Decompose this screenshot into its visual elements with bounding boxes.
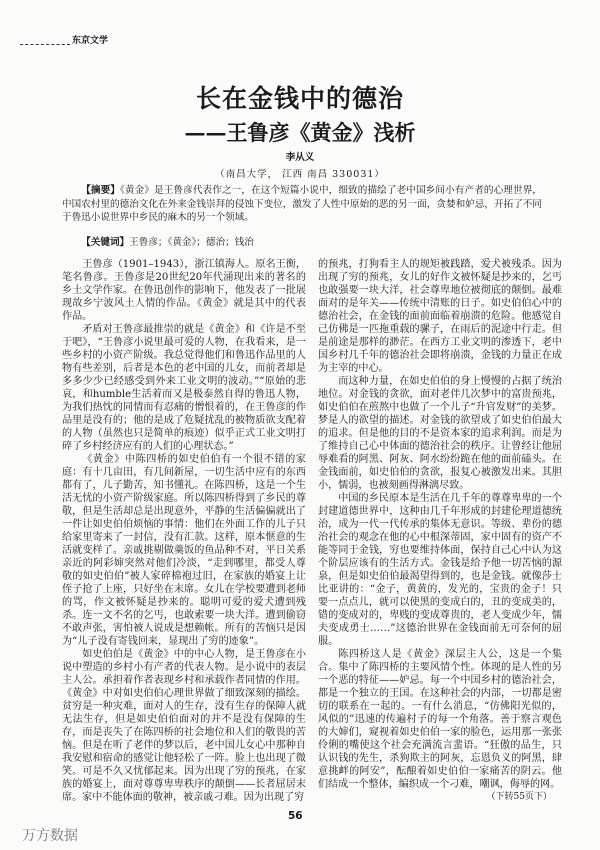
abstract-label: 【摘要】 [81,185,120,196]
body-column-right [318,258,562,804]
abstract [62,184,542,225]
header-rule [20,44,70,45]
article-subtitle: ——王鲁彦《黄金》浅析 [184,120,416,145]
keywords-text: 王鲁彦；《黄金》；德治；钱治 [129,237,254,248]
paragraph: 的预兆，打狗看主人的规矩被践踏，爱犬被残杀。因为出现了穷的预兆，女儿的好作文被怀疑是抄来的，乞丐也敢强要一块大洋，社会尊卑地位被彻底的颠倒。最难面对的是年关——传统中清账的日子。如史伯伯心中的德治社会，在金钱的面前面临着崩溃的危险。他感觉自己仿佛是一匹拖重载的骡子，在雨后的泥途中行走。但是前途是那样的渺茫。在西方工业文明的渗透下，老中国乡村几千年的德治社会即将崩溃，金钱的力量正在成为主宰的中心。 [318,259,562,374]
page-number: 56 [288,810,303,822]
author: 李从义 [285,152,315,163]
keywords-label: 【关键词】 [81,237,130,248]
paragraph: 而这种力量，在如史伯伯的身上慢慢的占据了统治地位。对金钱的贪欲，面对老伴几次梦中的富贵预兆，如史伯伯在煎熬中也做了一个儿子“升官发财”的美梦。梦是人的欲望的描述。对金钱的欲望成了如史伯伯最大的追求。但是他的目的不是资本家的追求利润。而是为了维持自己心中体面的德治社会的秩序。让曾经让他屈辱难看的阿黑、阿灰、阿水纷纷跪在他的面前磕头。在金钱面前，如史伯伯的贪欲，报复心被激发出来。其胆小，懦弱，也被刻画得淋漓尽致。 [318,376,562,491]
paragraph: 《黄金》中陈四桥的如史伯伯有一个很不错的家庭：有十几亩田，有几间新屋，一切生活中应有的东西都有了，儿子勤苦，知书懂礼。在陈四桥，这是一个生活无忧的小资产阶级家庭。所以陈四桥得到了乡民的尊敬，但是生活却总是出现意外，平静的生活偏偏就出了一件让如史伯伯烦恼的事情：他们在外面工作的儿子只给家里寄来了一封信，没有汇款。这样，原本惬意的生活就变样了。亲戚挑剔做羹饭的鱼品种不对，平日关系亲近的阿彩婶突然对他们冷淡，“走到哪里，都受人尊敬的如史伯伯”被人家碎棉袍过旧，在家族的婚宴上让侄子抢了上座，只好坐在末席。女儿在学校要遭到老师的骂，作文被怀疑是抄来的。聪明可爱的爱犬遭到残杀。连一文不名的乞丐，也敢索要一块大洋。遭到偷窃不敢声张，害怕被人说成是想赖帐。所有的苦恼只是因为“儿子没有寄钱回来，显现出了穷的迹象”。 [62,454,306,647]
keywords [62,236,542,249]
paragraph: 陈四桥这人是《黄金》深层主人公，这是一个集合。集中了陈四桥的主要风情个性。体现的是人性的另一个恶的特征——妒忌。每一个中国乡村的德治社会，都是一个独立的王国。在这种社会的内部，一切都是密切的联系在一起的。一有什么消息，“仿佛阳光似的，风似的”迅速的传遍村子的每一个角落。善于察言观色的大婶们，窥视着如史伯伯一家的脸色，运用那一张张伶俐的嘴使这个社会充满流言蜚语。“狂傲的品生，只认识钱的先生，杀狗欺主的阿灰，忘恩负义的阿黑，肆意挑衅的阿安”，酝酿着如史伯伯一家痛苦的阴云。他们结成一个整体，编织成一个刁难，嘲讽，侮辱的网。 [318,649,562,790]
continued-note: （下转55页下） [486,792,552,802]
journal-name: 东京文学 [72,36,109,46]
paragraph: 中国的乡民原本是生活在几千年的尊尊卑卑的一个封建道德世界中，这种由几千年形成的封建伦理道德统治，成为一代一代传承的集体无意识。等级、辈份的德治社会的观念在他的心中根深蒂固，家中固有的资产不能等同于金钱，穷也要维持体面，保持自己心中认为这个阶层应该有的生活方式。金钱是给予他一切苦恼的源泉，但是如史伯伯最渴望得到的，也是金钱。就像莎士比亚讲的：“金子，黄黄的，发光的，宝贵的金子！只要一点点儿，就可以使黑的变成白的，丑的变成美的，错的变成对的，卑贱的变成尊贵的，老人变成少年，懦夫变成勇士……”这德治世界在金钱面前无可奈何的屈服。 [318,493,562,647]
paragraph: 如史伯伯是《黄金》中的中心人物，是王鲁彦在小说中塑造的乡村小有产者的代表人物。是小说中的表层主人公。承担着作者表现乡村和承载作者同情的作用。《黄金》中对如史伯伯心理世界做了细致深刻的描绘。贫穷是一种灾难，面对人的生存，没有生存的保障人就无法生存，但是如史伯伯面对的并不是没有保障的生存，而是丧失了在陈四桥的社会地位和人们的敬畏的苦恼。但是在听了老伴的梦以后，老中国儿女心中那种自我安慰和宿命的感觉让他轻松了一阵。脸上也出现了微笑。可是不久又忧郁起来。因为出现了穷的预兆，在家族的婚宴上，面对尊尊卑卑秩序的颠倒——长者屈居末席。家中不能体面的敬神，被亲戚刁难。因为出现了穷 [62,649,306,803]
paragraph: 王鲁彦（1901–1943），浙江镇海人。原名王衡，笔名鲁彦。王鲁彦是20世纪20年代涌现出来的著名的乡土文学作家。在鲁迅创作的影响下，他发表了一批展现故乡宁波风土人情的作品。《黄金》就是其中的代表作品。 [62,259,306,322]
abstract-text: 《黄金》是王鲁彦代表作之一，在这个短篇小说中，细致的描绘了老中国乡间小有产者的心理世界，中国农村里的德治文化在外来金钱崇拜的侵蚀下变位，激发了人性中原始的恶的另一面，贪婪和妒忌，开拓了不同于鲁迅小说世界中乡民的麻木的另一个领域。 [62,185,542,223]
watermark: 万方数据 [22,828,78,844]
paragraph: 矛盾对王鲁彦最推崇的就是《黄金》和《许是不至于吧》，“王鲁彦小说里最可爱的人物，在我看来，是一些乡村的小资产阶级。我总觉得他们和鲁迅作品里的人物有些差别，后者是本色的老中国的儿女，而前者却是多多少少已经感受到外来工业文明的波动。”“原始的悲哀，和humble生活着而又是极泰然自得的鲁迅人物，为我们热忱的同情而有忍痛的憎恨着的，在王鲁彦的作品里是没有的；他的是成了危疑扰乱的被物质欲支配着的人物（虽然也只是简单的痕迹）似乎正式工业文明打碎了乡村经济应有的人们的心理状态。” [62,324,306,452]
body-column-left [62,258,306,804]
article-title: 长在金钱中的德治 [195,84,404,113]
affiliation: （南昌大学， 江西 南昌 330031） [215,169,385,180]
